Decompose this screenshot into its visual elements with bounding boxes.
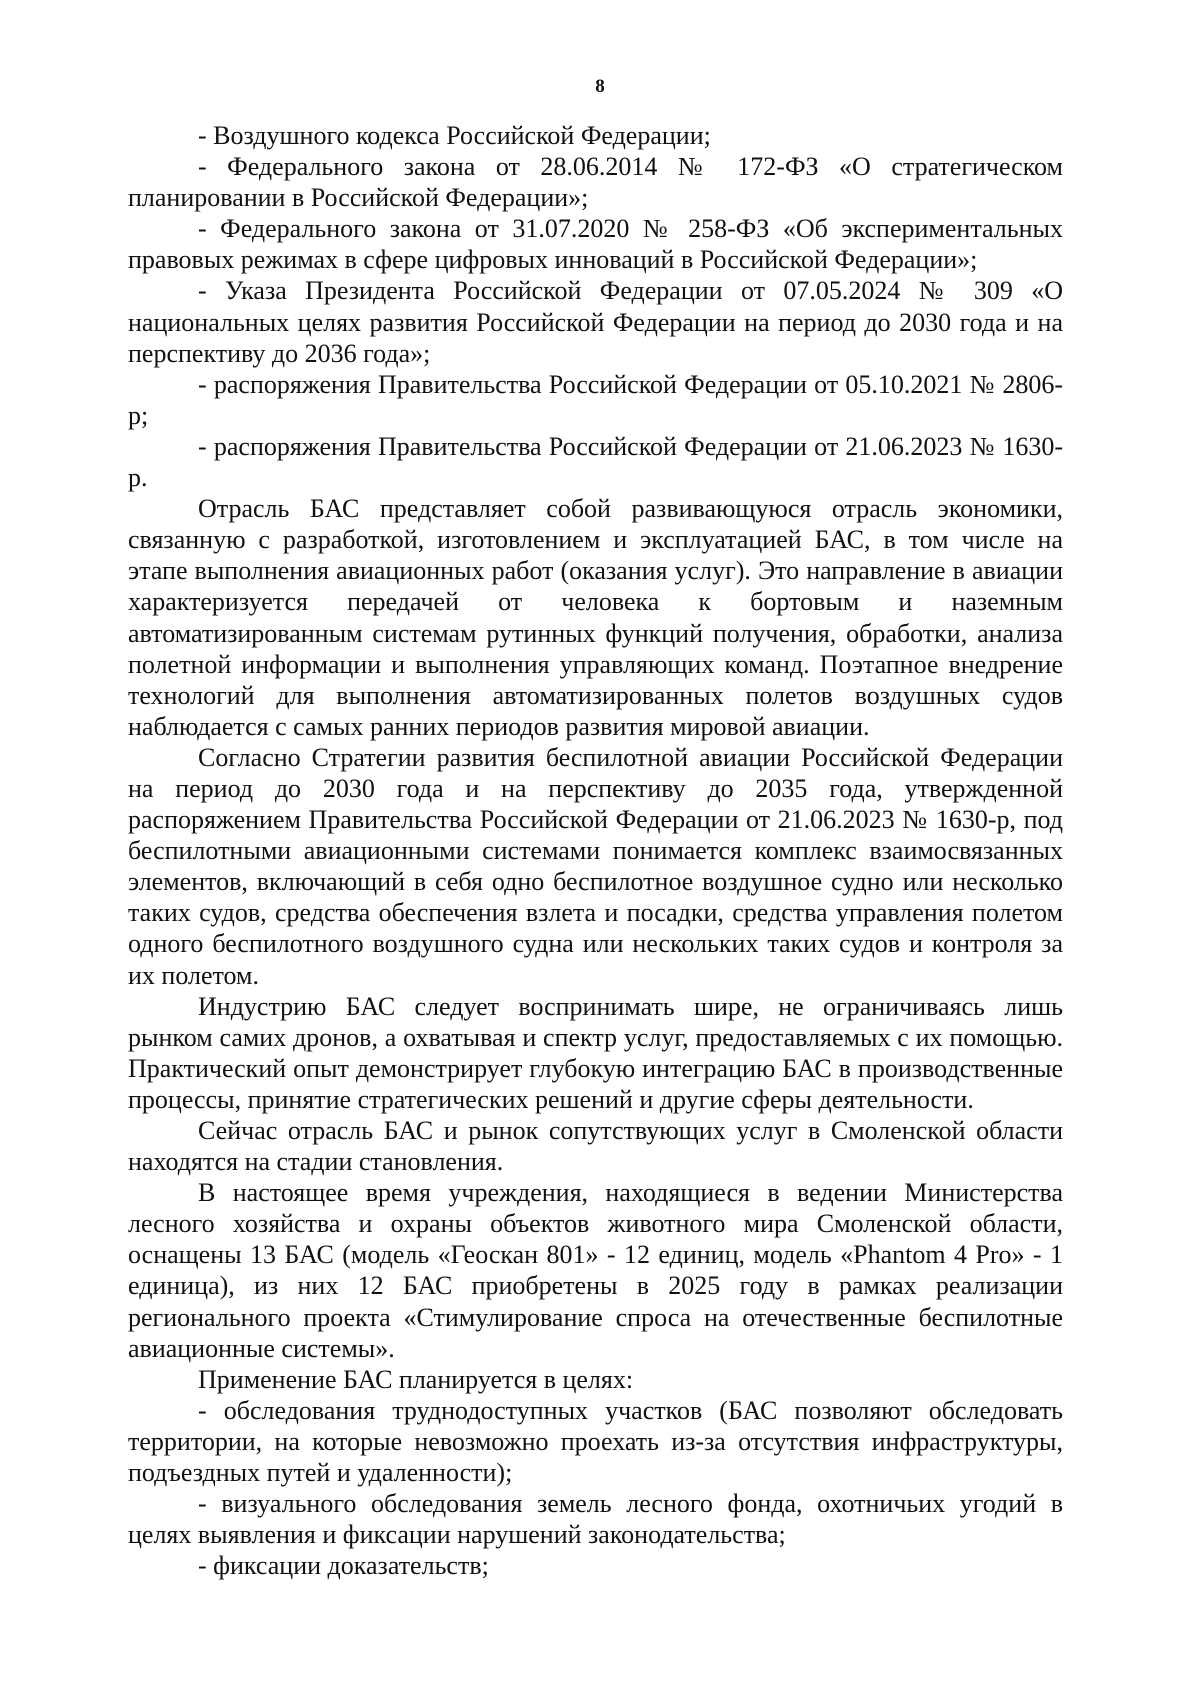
- list-item-order-2806: - распоряжения Правительства Российской Федерации от 05.10.2021 № 2806-р;: [128, 369, 1063, 430]
- paragraph-industry-overview: Отрасль БАС представляет собой развивающуюся отрасль экономики, связанную с разработкой, изготовлением и эксплуатацией БАС, в том числе на этапе выполнения авиационных работ (оказания услуг). Это направление в авиации характеризуется передачей от человека к бортовым и наземным автоматизированным системам рутинных функций получения, обработки, анализа полетной информации и выполнения управляющих команд. Поэтапное внедрение технологий для выполнения автоматизированных полетов воздушных судов наблюдается с самых ранних периодов развития мировой авиации.: [128, 494, 1063, 741]
- list-item-order-1630: - распоряжения Правительства Российской Федерации от 21.06.2023 № 1630-р.: [128, 431, 1063, 493]
- paragraph-industry-scope: Индустрию БАС следует воспринимать шире, не ограничиваясь лишь рынком самих дронов, а охватывая и спектр услуг, предоставляемых с их помощью. Практический опыт демонстрирует глубокую интеграцию БАС в производственные процессы, принятие стратегических решений и другие сферы деятельности.: [128, 991, 1063, 1114]
- list-item-federal-law-172: - Федерального закона от 28.06.2014 № 172-ФЗ «О стратегическом планировании в Российской Федерации»;: [128, 152, 1063, 213]
- document-body: [128, 120, 1063, 1581]
- list-item-evidence-recording: - фиксации доказательств;: [198, 1551, 489, 1581]
- page-number: 8: [595, 76, 605, 97]
- paragraph-strategy-definition: Согласно Стратегии развития беспилотной авиации Российской Федерации на период до 2030 года и на перспективу до 2035 года, утвержденной распоряжением Правительства Российской Федерации от 21.06.2023 № 1630-р, под беспилотными авиационными системами понимается комплекс взаимосвязанных элементов, включающий в себя одно беспилотное воздушное судно или несколько таких судов, средства обеспечения взлета и посадки, средства управления полетом одного беспилотного воздушного судна или нескольких таких судов и контроля за их полетом.: [128, 742, 1063, 990]
- list-item-visual-inspection: - визуального обследования земель лесного фонда, охотничьих угодий в целях выявления и фиксации нарушений законодательства;: [128, 1489, 1063, 1550]
- paragraph-regional-status: Сейчас отрасль БАС и рынок сопутствующих услуг в Смоленской области находятся на стадии становления.: [128, 1116, 1063, 1177]
- list-item-hard-to-reach-survey: - обследования труднодоступных участков (БАС позволяют обследовать территории, на которые невозможно проехать из-за отсутствия инфраструктуры, подъездных путей и удаленности);: [128, 1395, 1063, 1488]
- paragraph-usage-intro: Применение БАС планируется в целях:: [198, 1364, 634, 1394]
- paragraph-ministry-equipment: В настоящее время учреждения, находящиеся в ведении Министерства лесного хозяйства и охраны объектов животного мира Смоленской области, оснащены 13 БАС (модель «Геоскан 801» - 12 единиц, модель «Phantom 4 Pro» - 1 единица), из них 12 БАС приобретены в 2025 году в рамках реализации регионального проекта «Стимулирование спроса на отечественные беспилотные авиационные системы».: [128, 1178, 1063, 1363]
- list-item-air-code: - Воздушного кодекса Российской Федерации;: [198, 121, 711, 150]
- list-item-federal-law-258: - Федерального закона от 31.07.2020 № 258-ФЗ «Об экспериментальных правовых режимах в сфере цифровых инноваций в Российской Федерации»;: [128, 214, 1063, 275]
- list-item-presidential-decree-309: - Указа Президента Российской Федерации от 07.05.2024 № 309 «О национальных целях развития Российской Федерации на период до 2030 года и на перспективу до 2036 года»;: [128, 276, 1063, 368]
